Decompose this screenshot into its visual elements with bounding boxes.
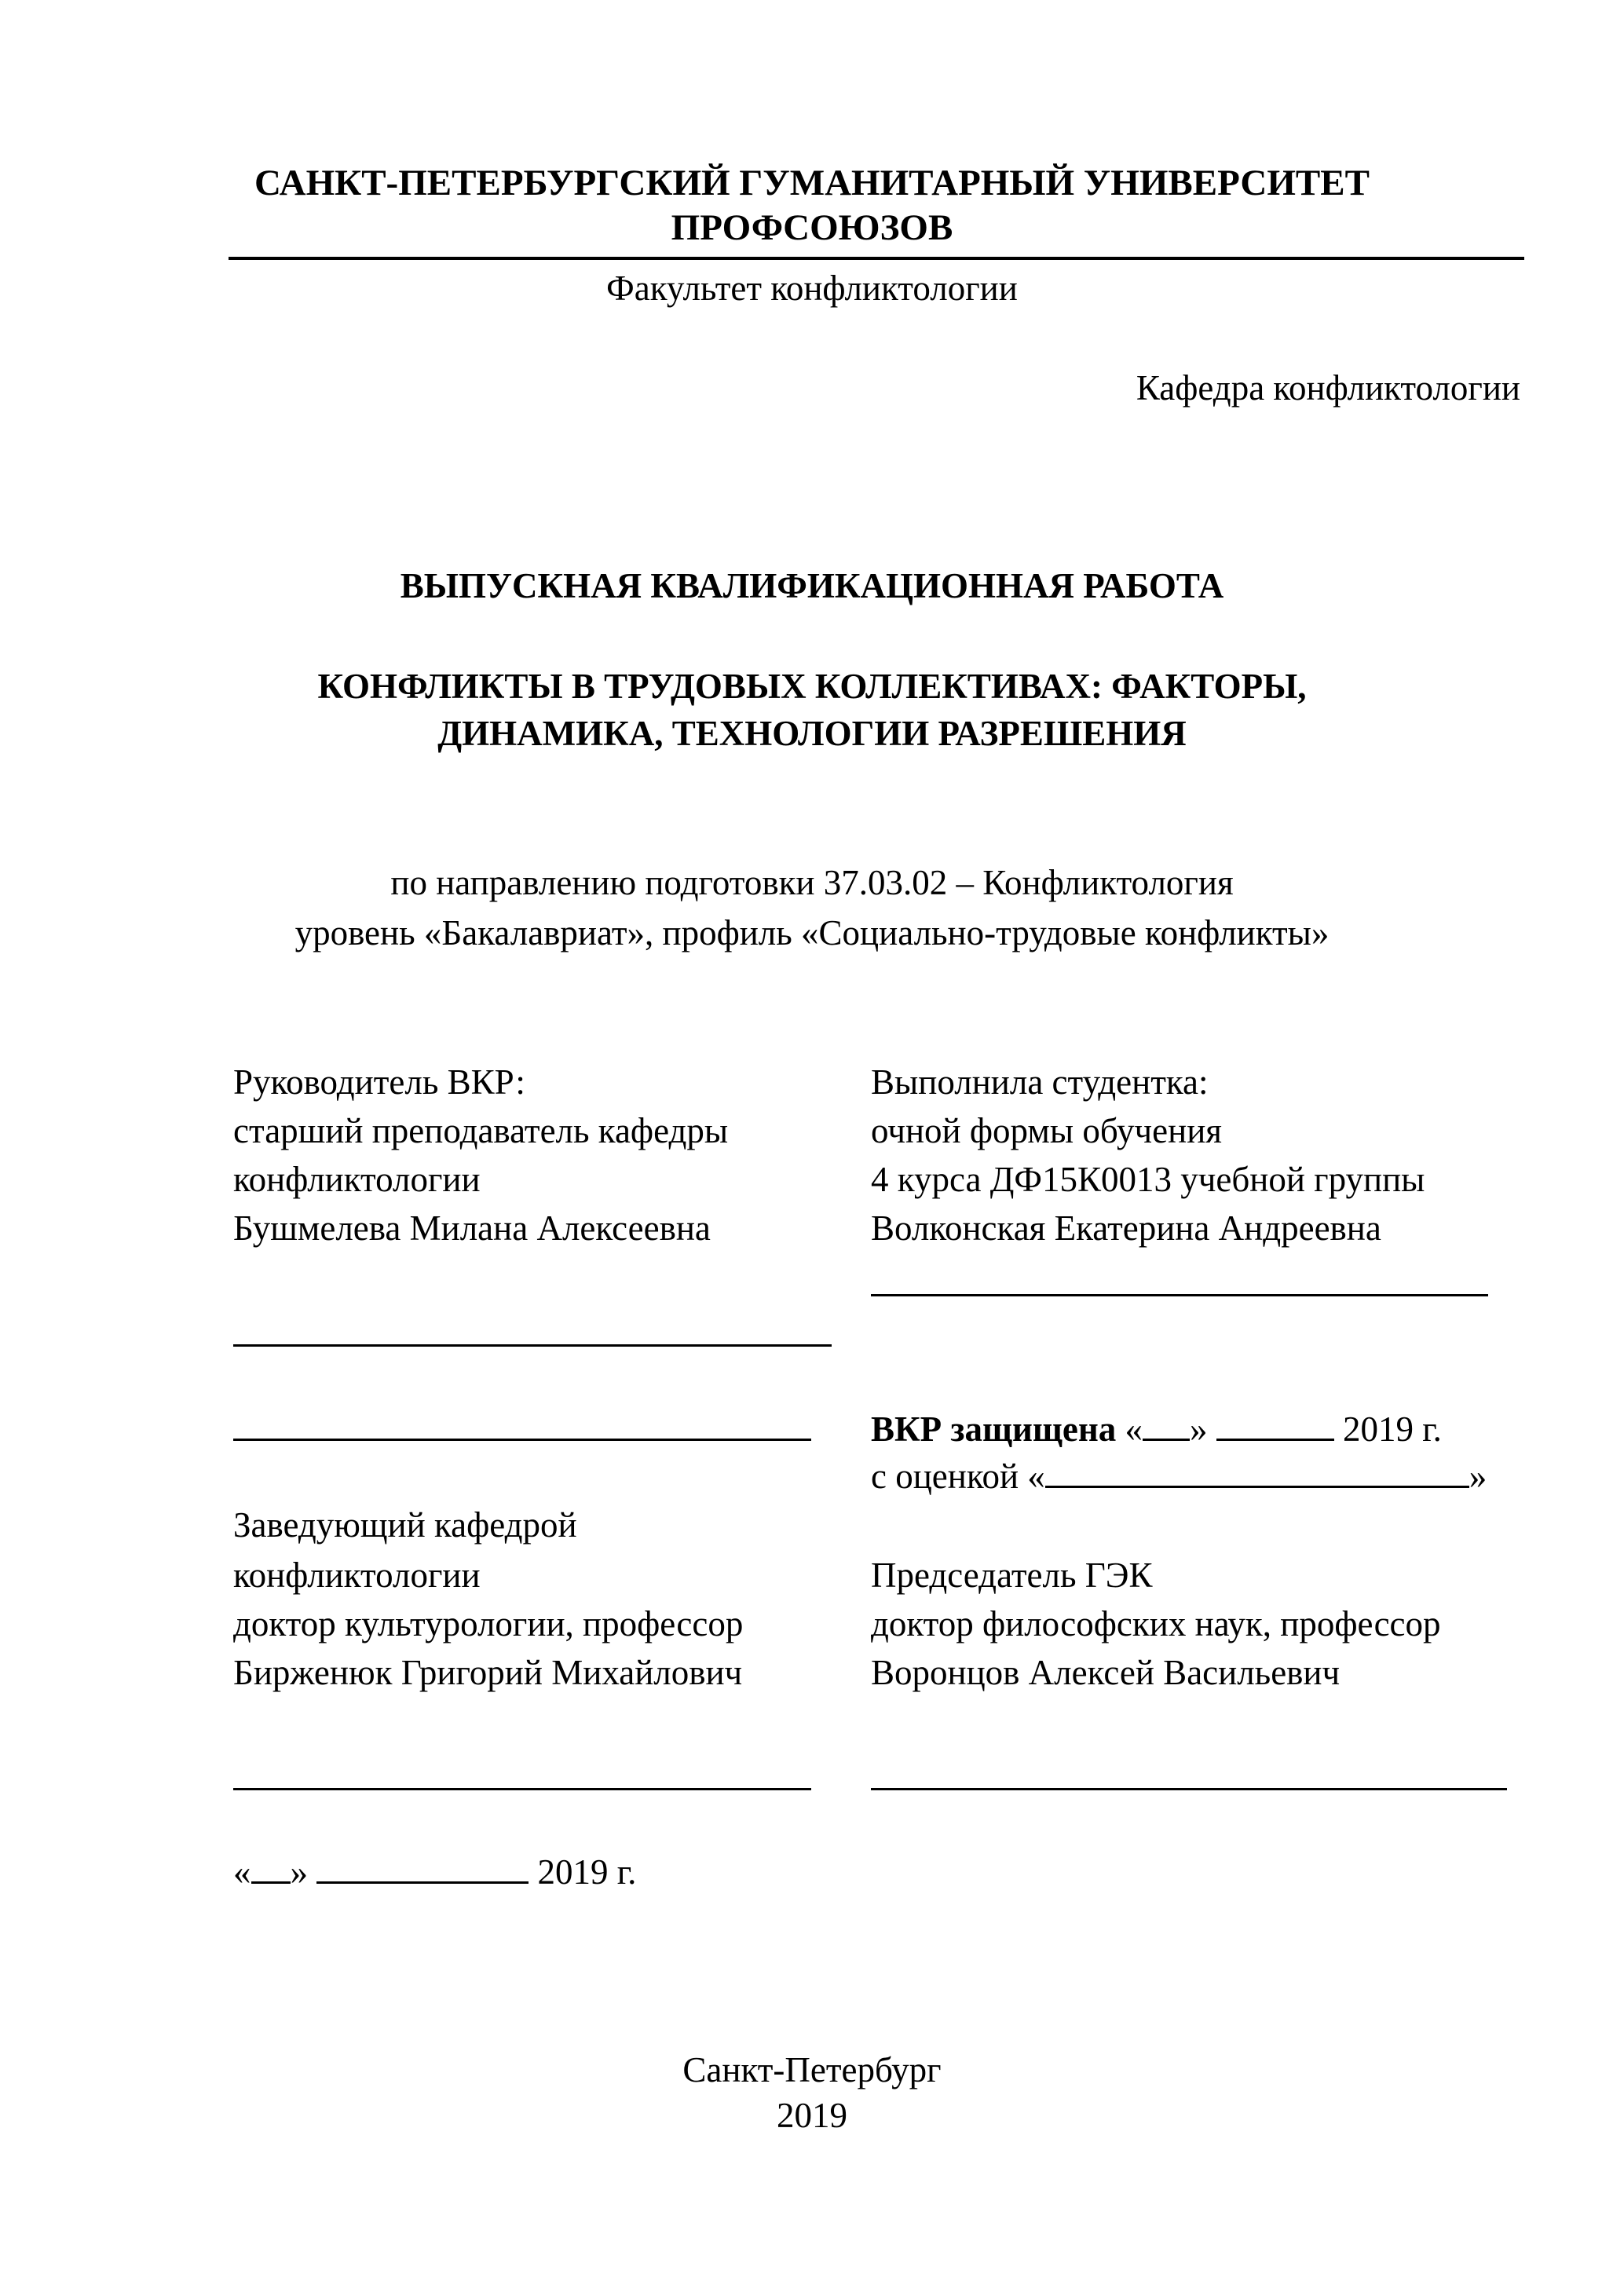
student-name: Волконская Екатерина Андреевна: [871, 1208, 1381, 1248]
footer-city: Санкт-Петербург: [682, 2050, 942, 2089]
grade-line: [871, 1454, 1487, 1498]
topic-line2: ДИНАМИКА, ТЕХНОЛОГИИ РАЗРЕШЕНИЯ: [437, 714, 1187, 753]
date-close-quote: »: [290, 1852, 308, 1892]
date-year: 2019 г.: [537, 1852, 637, 1892]
supervisor-date-line: [233, 1439, 811, 1441]
student-group: 4 курса ДФ15К0013 учебной группы: [871, 1160, 1425, 1199]
university-name-line2: ПРОФСОЮЗОВ: [671, 207, 953, 248]
date-month-blank: [316, 1850, 529, 1884]
date-open-quote: «: [233, 1852, 251, 1892]
defense-close-quote: »: [1190, 1409, 1208, 1449]
defense-day-blank: [1143, 1407, 1190, 1441]
defense-open-quote: «: [1125, 1409, 1143, 1449]
student-signature-line: [871, 1294, 1488, 1296]
grade-blank: [1045, 1454, 1469, 1488]
student-form: очной формы обучения: [871, 1111, 1222, 1150]
topic-line1: КОНФЛИКТЫ В ТРУДОВЫХ КОЛЛЕКТИВАХ: ФАКТОРЫ,: [317, 667, 1307, 706]
chair-signature-line: [871, 1788, 1507, 1790]
department: Кафедра конфликтологии: [1136, 368, 1520, 408]
supervisor-signature-line: [233, 1344, 832, 1347]
defense-month-blank: [1216, 1407, 1334, 1441]
supervisor-name: Бушмелева Милана Алексеевна: [233, 1208, 711, 1248]
header-rule: [229, 257, 1524, 260]
student-label: Выполнила студентка:: [871, 1062, 1209, 1102]
head-name: Бирженюк Григорий Михайлович: [233, 1653, 743, 1692]
grade-close-quote: »: [1469, 1457, 1487, 1496]
footer-year: 2019: [777, 2096, 847, 2135]
chair-label: Председатель ГЭК: [871, 1556, 1153, 1595]
date-day-blank: [251, 1850, 291, 1884]
head-label2: конфликтологии: [233, 1556, 481, 1595]
supervisor-label: Руководитель ВКР:: [233, 1062, 525, 1102]
supervisor-position2: конфликтологии: [233, 1160, 481, 1199]
defense-line: [871, 1407, 1442, 1451]
head-label: Заведующий кафедрой: [233, 1505, 577, 1545]
faculty: Факультет конфликтологии: [606, 269, 1018, 308]
head-degree: доктор культурологии, профессор: [233, 1604, 744, 1643]
approval-date: [233, 1850, 636, 1894]
work-type: ВЫПУСКНАЯ КВАЛИФИКАЦИОННАЯ РАБОТА: [400, 566, 1224, 605]
direction-line1: по направлению подготовки 37.03.02 – Конфликтология: [390, 863, 1234, 902]
chair-name: Воронцов Алексей Васильевич: [871, 1653, 1341, 1692]
chair-degree: доктор философских наук, профессор: [871, 1604, 1441, 1643]
grade-label: с оценкой «: [871, 1457, 1045, 1496]
head-signature-line: [233, 1788, 811, 1790]
direction-line2: уровень «Бакалавриат», профиль «Социально-трудовые конфликты»: [294, 913, 1330, 952]
defense-year: 2019 г.: [1343, 1409, 1442, 1449]
defense-label: ВКР защищена: [871, 1409, 1117, 1449]
supervisor-position: старший преподаватель кафедры: [233, 1111, 729, 1150]
university-name-line1: САНКТ-ПЕТЕРБУРГСКИЙ ГУМАНИТАРНЫЙ УНИВЕРСИТЕТ: [254, 163, 1370, 203]
